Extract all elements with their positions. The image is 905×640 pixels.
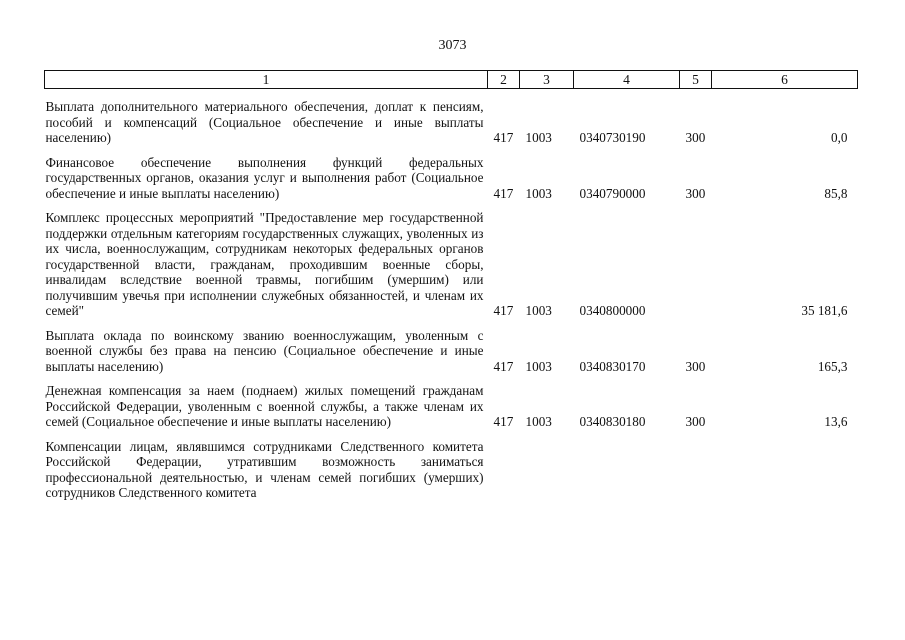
table-row xyxy=(45,374,858,430)
row-section-code: 1003 xyxy=(525,130,552,145)
row-section-code: 1003 xyxy=(525,414,552,429)
row-expense-type: 300 xyxy=(685,414,706,429)
row-section-code xyxy=(520,430,574,501)
header-cell-5: 5 xyxy=(680,71,712,89)
row-description: Денежная компенсация за наем (поднаем) жилых помещений гражданам Российской Федерации, уволенным с военной службы, а также членам их семей (Социальное обеспечение и иные выплаты населению) xyxy=(45,383,484,429)
row-ministry-code: 417 xyxy=(493,358,514,374)
row-description: Финансовое обеспечение выполнения функций федеральных государственных органов, оказания услуг и выполнения работ (Социальное обеспечение и иные выплаты населению) xyxy=(45,154,484,201)
header-row xyxy=(45,71,858,89)
row-description: Компенсации лицам, являвшимся сотрудниками Следственного комитета Российской Федерации, утратившим возможность заниматься профессиональной деятельностью, и членам семей погибших (умерших) сотрудников Следственного комитета xyxy=(45,438,484,500)
row-amount: 0,0 xyxy=(831,130,848,145)
row-amount: 165,3 xyxy=(817,358,848,374)
table-row xyxy=(45,89,858,146)
row-ministry-code: 417 xyxy=(493,130,514,145)
row-target-article: 0340830170 xyxy=(579,358,646,374)
table-header xyxy=(45,71,858,89)
row-expense-type: 300 xyxy=(685,130,706,145)
row-ministry-code xyxy=(488,430,520,501)
row-expense-type: 300 xyxy=(685,185,706,201)
page-number: 3073 xyxy=(438,38,467,53)
row-target-article: 0340790000 xyxy=(579,185,646,201)
table-body xyxy=(45,89,858,501)
row-ministry-code: 417 xyxy=(493,414,514,429)
row-target-article: 0340800000 xyxy=(579,303,646,318)
row-expense-type: 300 xyxy=(685,358,706,374)
header-cell-6: 6 xyxy=(712,71,858,89)
row-amount: 13,6 xyxy=(824,414,848,429)
row-section-code: 1003 xyxy=(525,185,552,201)
row-description: Комплекс процессных мероприятий "Предоставление мер государственной поддержки отдельным категориям государственных служащих, уволенных из их числа, военнослужащим, сотрудникам некоторых федеральных органов государственной власти, гражданам, проходившим военные сборы, инвалидам вследствие военной травмы, погибшим (умершим) или получившим увечья при исполнении служебных обязанностей, и членам их семей" xyxy=(45,210,484,318)
row-description: Выплата оклада по воинскому званию военнослужащим, уволенным с военной службы без права на пенсию (Социальное обеспечение и иные выплаты населению) xyxy=(45,327,484,374)
table-row xyxy=(45,319,858,375)
row-target-article: 0340830180 xyxy=(579,414,646,429)
table-row xyxy=(45,146,858,202)
row-amount: 35 181,6 xyxy=(801,303,848,318)
row-ministry-code: 417 xyxy=(493,185,514,201)
budget-table xyxy=(44,70,858,501)
row-target-article: 0340730190 xyxy=(579,130,646,145)
row-expense-type xyxy=(680,430,712,501)
row-expense-type xyxy=(680,201,712,319)
table-row xyxy=(45,201,858,319)
row-amount xyxy=(712,430,858,501)
row-section-code: 1003 xyxy=(525,303,552,318)
table-row xyxy=(45,430,858,501)
row-description: Выплата дополнительного материального обеспечения, доплат к пенсиям, пособий и компенсаций (Социальное обеспечение и иные выплаты населению) xyxy=(45,99,484,145)
row-ministry-code: 417 xyxy=(493,303,514,318)
header-cell-3: 3 xyxy=(520,71,574,89)
row-target-article xyxy=(574,430,680,501)
row-amount: 85,8 xyxy=(824,185,848,201)
header-cell-2: 2 xyxy=(488,71,520,89)
header-cell-4: 4 xyxy=(574,71,680,89)
row-section-code: 1003 xyxy=(525,358,552,374)
header-cell-1: 1 xyxy=(45,71,488,89)
